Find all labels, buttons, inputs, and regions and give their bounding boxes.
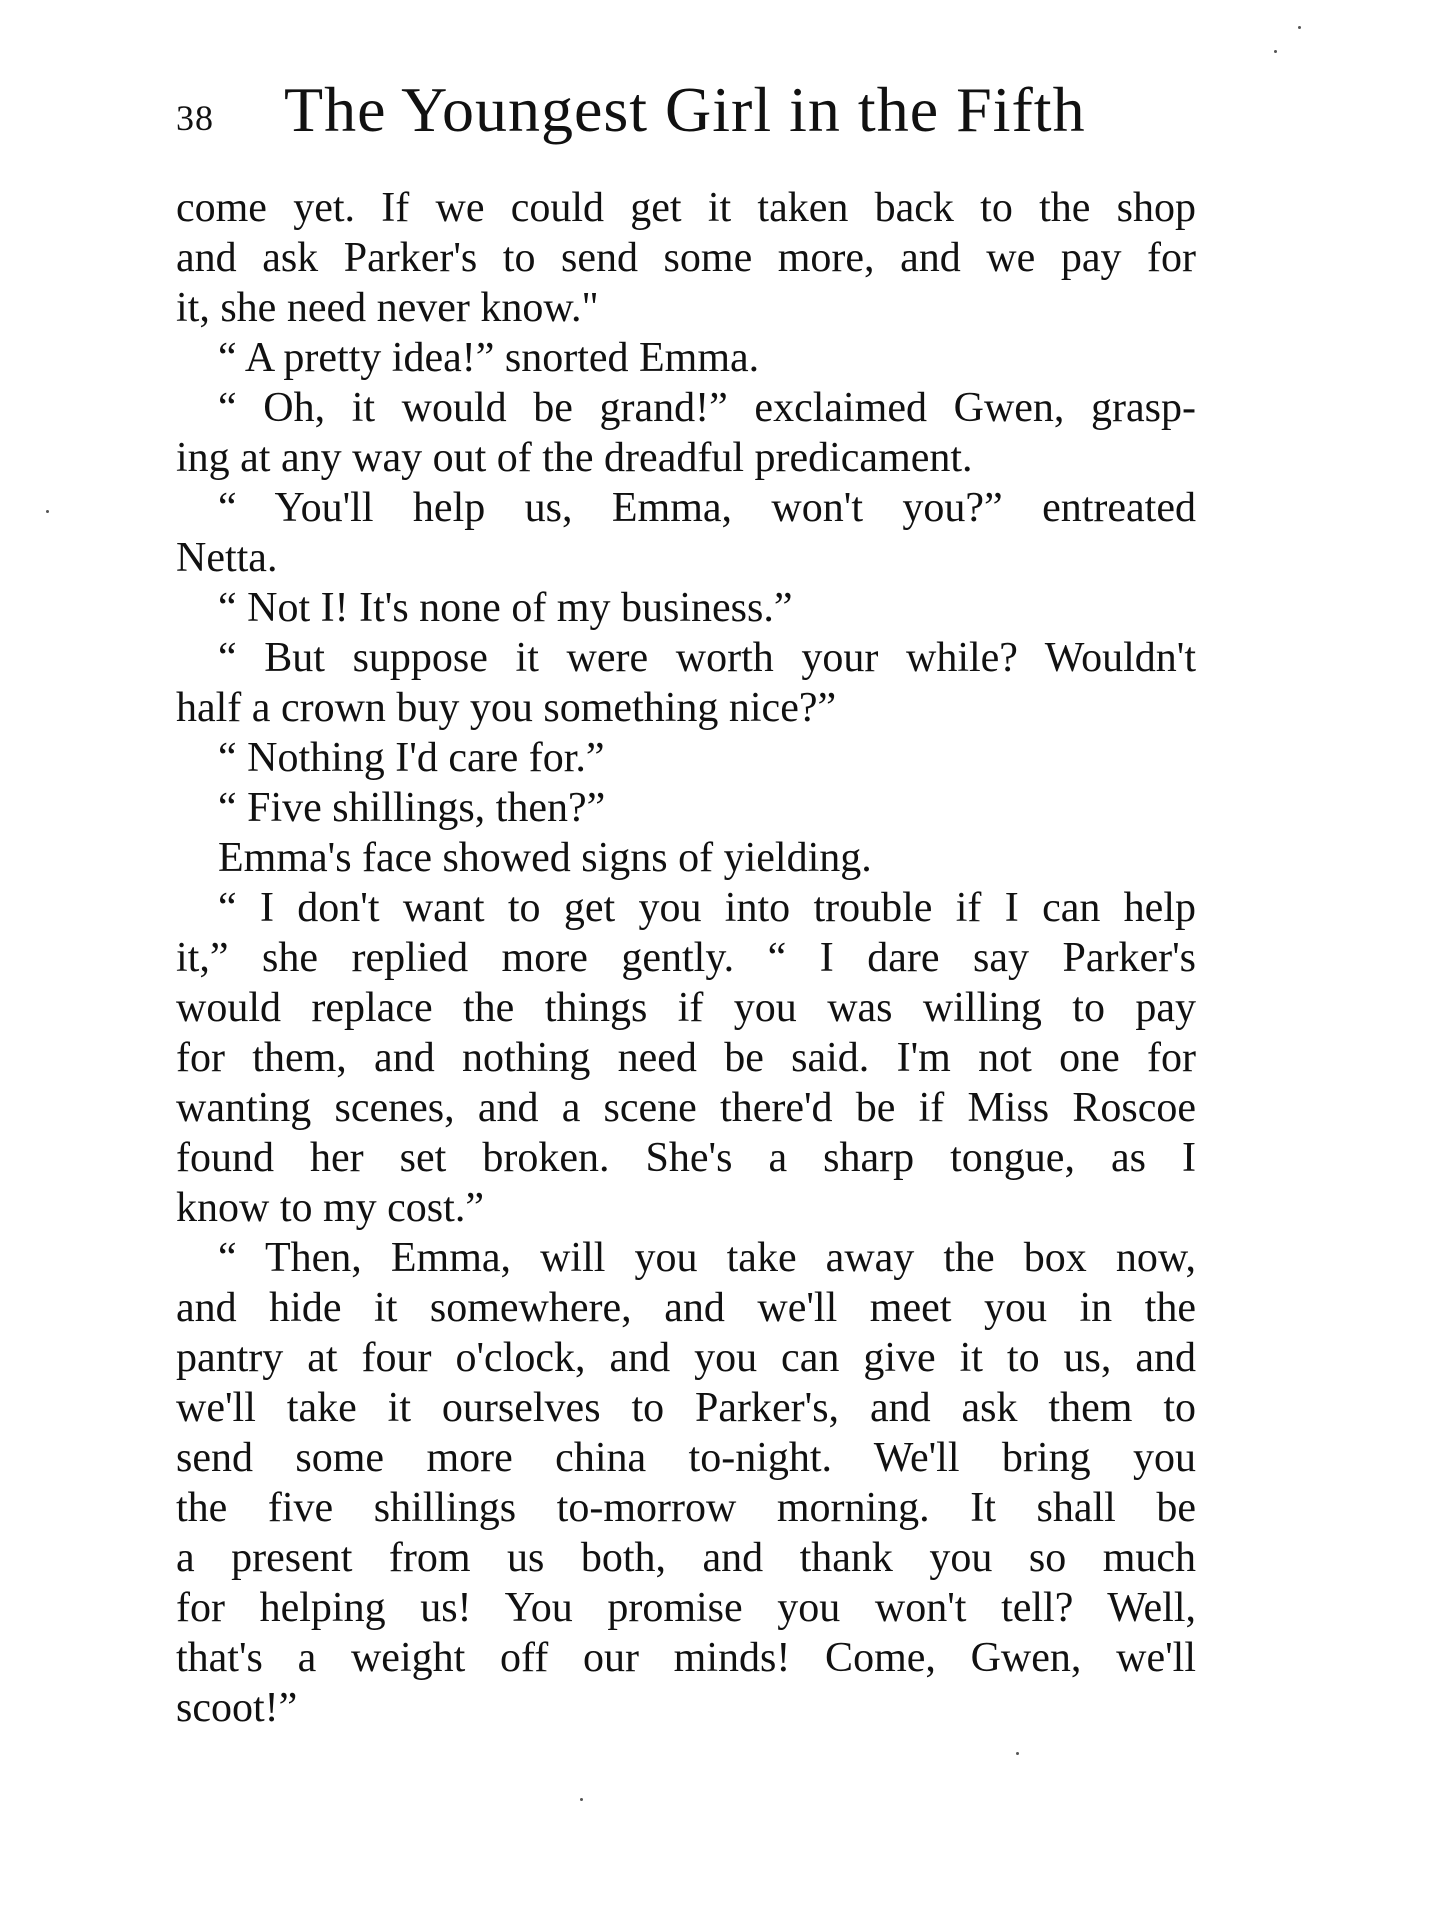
text-line: “ I don't want to get you into trouble if I can help xyxy=(218,885,1196,931)
text-line: that's a weight off our minds! Come, Gwen, we'll xyxy=(176,1635,1196,1681)
scan-speck xyxy=(46,510,49,513)
text-line: the five shillings to-morrow morning. It shall be xyxy=(176,1485,1196,1531)
text-line: we'll take it ourselves to Parker's, and ask them to xyxy=(176,1385,1196,1431)
text-line: “ Not I! It's none of my business.” xyxy=(218,585,793,631)
text-line: and hide it somewhere, and we'll meet you in the xyxy=(176,1285,1196,1331)
text-line: know to my cost.” xyxy=(176,1185,484,1231)
text-line: “ But suppose it were worth your while? Wouldn't xyxy=(218,635,1196,681)
page-number: 38 xyxy=(176,98,214,138)
text-line: “ A pretty idea!” snorted Emma. xyxy=(218,335,760,381)
text-line: would replace the things if you was willing to pay xyxy=(176,985,1196,1031)
text-line: a present from us both, and thank you so much xyxy=(176,1535,1196,1581)
text-line: it, she need never know." xyxy=(176,285,599,331)
body-text xyxy=(176,183,1196,1733)
text-line: found her set broken. She's a sharp tongue, as I xyxy=(176,1135,1196,1181)
text-line: come yet. If we could get it taken back to the shop xyxy=(176,185,1196,231)
running-title: The Youngest Girl in the Fifth xyxy=(284,74,1086,145)
text-line: wanting scenes, and a scene there'd be if Miss Roscoe xyxy=(176,1085,1196,1131)
text-line: “ You'll help us, Emma, won't you?” entreated xyxy=(218,485,1196,531)
scan-speck xyxy=(580,1798,583,1801)
text-line: “ Then, Emma, will you take away the box now, xyxy=(218,1235,1196,1281)
text-line: half a crown buy you something nice?” xyxy=(176,685,837,731)
text-line: Netta. xyxy=(176,535,278,581)
text-line: and ask Parker's to send some more, and we pay for xyxy=(176,235,1196,281)
text-line: “ Nothing I'd care for.” xyxy=(218,735,605,781)
scan-speck xyxy=(1016,1752,1019,1755)
page-header xyxy=(176,70,1196,150)
text-line: scoot!” xyxy=(176,1685,298,1731)
text-line: “ Five shillings, then?” xyxy=(218,785,606,831)
text-line: it,” she replied more gently. “ I dare say Parker's xyxy=(176,935,1196,981)
scan-speck xyxy=(1298,26,1301,29)
text-line: send some more china to-night. We'll bring you xyxy=(176,1435,1196,1481)
text-line: “ Oh, it would be grand!” exclaimed Gwen, grasp- xyxy=(218,385,1196,431)
text-line: pantry at four o'clock, and you can give it to us, and xyxy=(176,1335,1196,1381)
text-line: for them, and nothing need be said. I'm not one for xyxy=(176,1035,1196,1081)
text-line: ing at any way out of the dreadful predicament. xyxy=(176,435,973,481)
text-line: for helping us! You promise you won't tell? Well, xyxy=(176,1585,1196,1631)
scan-speck xyxy=(1274,50,1277,53)
text-line: Emma's face showed signs of yielding. xyxy=(218,835,872,881)
